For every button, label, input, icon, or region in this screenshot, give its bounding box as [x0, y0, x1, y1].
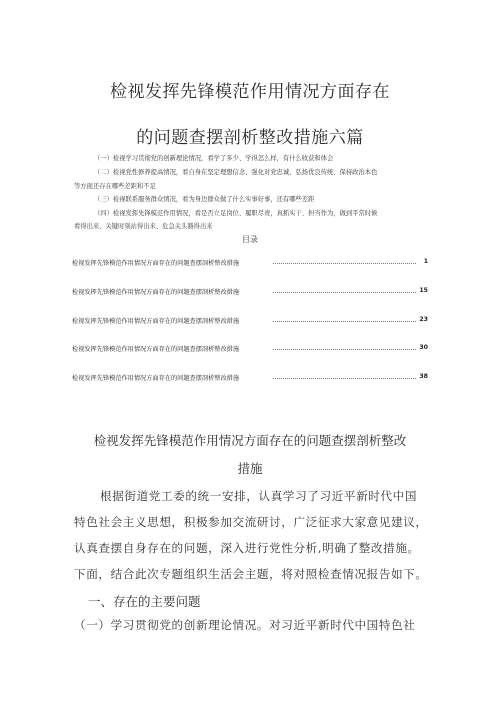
toc-entry-text: 检视发挥先锋模范作用情况方面存在的问题查摆剖析整改措施: [72, 346, 240, 353]
intro-line-2: （二）检视党性修养提高情况，看自身在坚定理想信念、强化对党忠诚、弘扬优良传统、保持政治本色: [94, 169, 378, 176]
toc-entry[interactable]: [72, 373, 428, 383]
heading-existing-problems: 一、存在的主要问题: [88, 594, 201, 609]
toc-entry-page: 1: [423, 258, 428, 265]
toc-leader-dots: [273, 321, 416, 322]
toc-entry-text: 检视发挥先锋模范作用情况方面存在的问题查摆剖析整改措施: [72, 289, 240, 296]
toc-entry-page: 38: [419, 373, 428, 380]
toc-entry-page: 30: [419, 344, 428, 351]
toc-entry-text: 检视发挥先锋模范作用情况方面存在的问题查摆剖析整改措施: [72, 318, 240, 325]
toc-heading: 目录: [242, 235, 258, 244]
document-title-line-1: 检视发挥先锋模范作用情况方面存在: [110, 82, 390, 102]
section-title-line-2: 措施: [237, 461, 263, 476]
toc-entry[interactable]: [72, 344, 428, 354]
body-paragraph-line: （一）学习贯彻党的创新理论情况。对习近平新时代中国特色社: [74, 618, 416, 632]
toc-entry-page: 23: [419, 316, 428, 323]
toc-leader-dots: [273, 263, 416, 264]
intro-line-1: （一）检视学习贯彻党的创新理论情况，看学了多少、学得怎么样，有什么收获和体会: [94, 155, 334, 162]
toc-entry[interactable]: [72, 258, 428, 268]
intro-line-5: （四）检视发挥先锋模范作用情况，看是否立足岗位、履职尽责，真抓实干、担当作为，做到平常时候: [94, 210, 378, 217]
intro-line-4: （三）检视联系服务群众情况，看为身边群众做了什么实事好事，还有哪些差距: [94, 196, 315, 203]
document-title-line-2: 的问题查摆剖析整改措施六篇: [136, 128, 364, 148]
toc-entry-text: 检视发挥先锋模范作用情况方面存在的问题查摆剖析整改措施: [72, 260, 240, 267]
intro-line-6: 看得出来、关键时刻站得出来、危急关头豁得出来: [74, 223, 213, 230]
section-title-line-1: 检视发挥先锋模范作用情况方面存在的问题查摆剖析整改: [93, 433, 407, 448]
body-paragraph-line: 认真查摆自身存在的问题，深入进行党性分析,明确了整改措施。: [74, 541, 420, 555]
toc-leader-dots: [273, 349, 416, 350]
body-paragraph-line: 下面，结合此次专题组织生活会主题，将对照检查情况报告如下。: [74, 567, 428, 581]
toc-entry[interactable]: [72, 287, 428, 297]
toc-leader-dots: [273, 292, 416, 293]
toc-entry[interactable]: [72, 316, 428, 326]
toc-leader-dots: [273, 378, 416, 379]
toc-entry-page: 15: [419, 287, 428, 294]
toc-entry-text: 检视发挥先锋模范作用情况方面存在的问题查摆剖析整改措施: [72, 375, 240, 382]
body-paragraph-line: 根据街道党工委的统一安排，认真学习了习近平新时代中国: [100, 489, 418, 503]
intro-line-3: 等方面还存在哪些差距和不足: [74, 183, 156, 190]
body-paragraph-line: 特色社会主义思想，积极参加交流研讨，广泛征求大家意见建议，: [74, 515, 428, 529]
